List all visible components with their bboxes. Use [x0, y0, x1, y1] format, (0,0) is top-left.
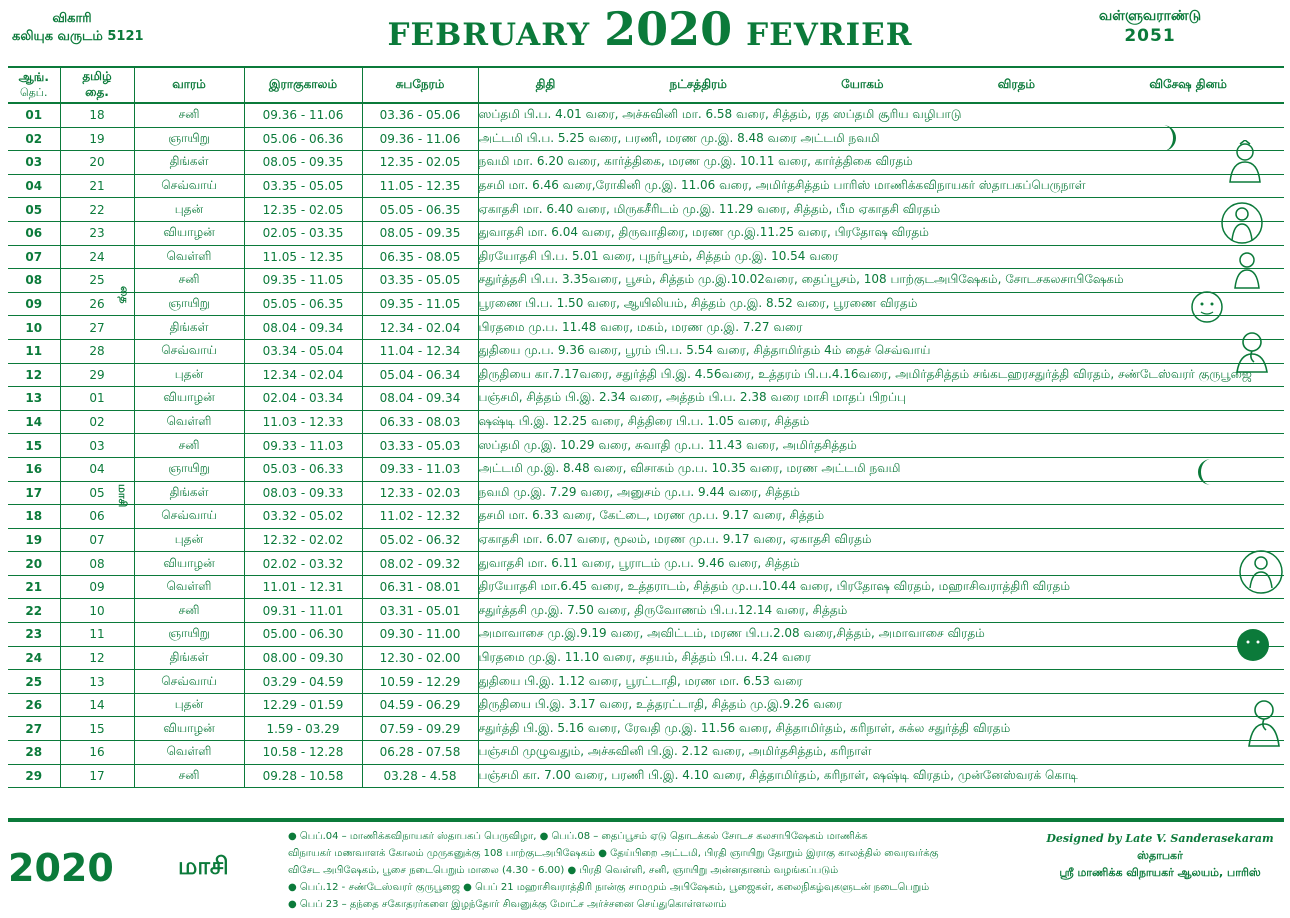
footer-year: 2020 — [8, 846, 114, 890]
table-row — [8, 363, 1284, 387]
details-cell: துவாதசி மா. 6.04 வரை, திருவாதிரை, மரண மு.இ.11.25 வரை, பிரதோஷ விரதம் — [478, 221, 1284, 245]
tamil-date-cell: 04 — [60, 457, 134, 481]
weekday-cell: ஞாயிறு — [134, 292, 244, 316]
rahu-kalam-cell: 02.04 - 03.34 — [244, 387, 362, 411]
table-row — [8, 410, 1284, 434]
tamil-date-cell: 24 — [60, 245, 134, 269]
rahu-kalam-cell: 03.35 - 05.05 — [244, 174, 362, 198]
weekday-cell: வியாழன் — [134, 717, 244, 741]
rahu-kalam-cell: 03.34 - 05.04 — [244, 339, 362, 363]
thai-month-label: தை — [118, 286, 131, 304]
full-moon-face-icon — [1190, 290, 1224, 328]
auspicious-time-cell: 05.04 - 06.34 — [362, 363, 478, 387]
calendar-table — [8, 66, 1284, 788]
crescent-moon-icon — [1160, 124, 1176, 156]
rahu-kalam-cell: 02.05 - 03.35 — [244, 221, 362, 245]
auspicious-time-cell: 09.35 - 11.05 — [362, 292, 478, 316]
details-cell: துதியை மு.ப. 9.36 வரை, பூரம் பி.ப. 5.54 வரை, சித்தாமிர்தம் 4ம் தைச் செவ்வாய் — [478, 339, 1284, 363]
table-row — [8, 457, 1284, 481]
english-date-cell: 05 — [8, 198, 60, 222]
auspicious-time-cell: 12.35 - 02.05 — [362, 151, 478, 175]
details-cell: ஸப்தமி பி.ப. 4.01 வரை, அச்சுவினி மா. 6.58 வரை, சித்தம், ரத ஸப்தமி சூரிய வழிபாடு — [478, 103, 1284, 127]
table-row — [8, 623, 1284, 647]
auspicious-time-cell: 03.31 - 05.01 — [362, 599, 478, 623]
weekday-cell: செவ்வாய் — [134, 670, 244, 694]
rahu-kalam-cell: 03.32 - 05.02 — [244, 505, 362, 529]
weekday-cell: புதன் — [134, 363, 244, 387]
table-row — [8, 528, 1284, 552]
details-cell: பஞ்சமி, சித்தம் பி.இ. 2.34 வரை, அத்தம் பி.ப. 2.38 வரை மாசி மாதப் பிறப்பு — [478, 387, 1284, 411]
tamil-date-cell: 29 — [60, 363, 134, 387]
footer-notes — [288, 828, 1028, 913]
rahu-kalam-cell: 1.59 - 03.29 — [244, 717, 362, 741]
tamil-date-cell: 01 — [60, 387, 134, 411]
footer-note: ● பெப்.12 - சண்டேஸ்வரர் குருபூஜை ● பெப் 21 மஹாசிவராத்திரி நான்கு சாமமும் அபிஷேகம், பூஜைகள், கலைநிகழ்வுகளுடன் நடைபெறும் — [288, 882, 930, 893]
rahu-kalam-cell: 11.03 - 12.33 — [244, 410, 362, 434]
weekday-cell: வெள்ளி — [134, 741, 244, 765]
footer-note: விநாயகர் மணவாளக் கோலம் முருகனுக்கு 108 பாற்குடஅபிஷேகம் ● தேய்பிறை அட்டமி, பிரதி ஞாயிறு தோறும் இராகு காலத்தில் வைரவர்க்கு — [288, 848, 939, 859]
rahu-kalam-cell: 09.35 - 11.05 — [244, 269, 362, 293]
english-date-cell: 18 — [8, 505, 60, 529]
details-cell: பஞ்சமி முழுவதும், அச்சுவினி பி.இ. 2.12 வரை, அமிர்தசித்தம், கரிநாள் — [478, 741, 1284, 765]
weekday-cell: திங்கள் — [134, 151, 244, 175]
tamil-date-cell: 21 — [60, 174, 134, 198]
table-row — [8, 127, 1284, 151]
tamil-date-cell: 27 — [60, 316, 134, 340]
tamil-date-cell: 12 — [60, 646, 134, 670]
auspicious-time-cell: 03.28 - 4.58 — [362, 764, 478, 788]
table-header-row — [8, 67, 1284, 103]
details-cell: ஏகாதசி மா. 6.07 வரை, மூலம், மரண மு.ப. 9.17 வரை, ஏகாதசி விரதம் — [478, 528, 1284, 552]
calendar-header — [0, 0, 1290, 66]
deity-amman-icon — [1238, 548, 1284, 600]
rahu-kalam-cell: 05.03 - 06.33 — [244, 457, 362, 481]
tamil-date-cell: 14 — [60, 693, 134, 717]
english-date-cell: 19 — [8, 528, 60, 552]
rahu-kalam-cell: 11.01 - 12.31 — [244, 575, 362, 599]
auspicious-time-cell: 03.35 - 05.05 — [362, 269, 478, 293]
english-date-cell: 21 — [8, 575, 60, 599]
new-moon-icon — [1236, 628, 1270, 666]
details-cell: பிரதமை மு.ப. 11.48 வரை, மகம், மரண மு.இ. 7.27 வரை — [478, 316, 1284, 340]
weekday-cell: வெள்ளி — [134, 410, 244, 434]
weekday-cell: வியாழன் — [134, 552, 244, 576]
tamil-date-cell: 10 — [60, 599, 134, 623]
english-date-cell: 16 — [8, 457, 60, 481]
details-cell: துவாதசி மா. 6.11 வரை, பூராடம் மு.ப. 9.46 வரை, சித்தம் — [478, 552, 1284, 576]
table-row — [8, 151, 1284, 175]
valluvar-year-block — [1070, 8, 1230, 46]
table-row — [8, 646, 1284, 670]
auspicious-time-cell: 12.33 - 02.03 — [362, 481, 478, 505]
details-cell: தசமி மா. 6.46 வரை,ரோகினி மு.இ. 11.06 வரை, அமிர்தசித்தம் பாரிஸ் மாணிக்கவிநாயகர் ஸ்தாபகப்பெருநாள் — [478, 174, 1284, 198]
details-cell: சதுர்த்தி பி.இ. 5.16 வரை, ரேவதி மு.இ. 11.56 வரை, சித்தாமிர்தம், கரிநாள், சுக்ல சதுர்த்தி விரதம் — [478, 717, 1284, 741]
table-row — [8, 103, 1284, 127]
auspicious-time-cell: 11.04 - 12.34 — [362, 339, 478, 363]
table-row — [8, 575, 1284, 599]
rahu-kalam-cell: 10.58 - 12.28 — [244, 741, 362, 765]
table-row — [8, 505, 1284, 529]
col-rahu-kalam: இராகுகாலம் — [244, 67, 362, 103]
kaliyuga-year: கலியுக வருடம் 5121 — [12, 29, 144, 44]
rahu-kalam-cell: 08.03 - 09.33 — [244, 481, 362, 505]
weekday-cell: ஞாயிறு — [134, 623, 244, 647]
deity-figure-icon — [1230, 250, 1264, 294]
weekday-cell: சனி — [134, 599, 244, 623]
weekday-cell: புதன் — [134, 693, 244, 717]
col-auspicious-time: சுபநேரம் — [362, 67, 478, 103]
tamil-date-cell: 06 — [60, 505, 134, 529]
details-cell: திருதியை பி.இ. 3.17 வரை, உத்தரட்டாதி, சித்தம் மு.இ.9.26 வரை — [478, 693, 1284, 717]
table-row — [8, 292, 1284, 316]
details-cell: நவமி மு.இ. 7.29 வரை, அனுசம் மு.ப. 9.44 வரை, சித்தம் — [478, 481, 1284, 505]
auspicious-time-cell: 03.33 - 05.03 — [362, 434, 478, 458]
table-row — [8, 717, 1284, 741]
rahu-kalam-cell: 12.35 - 02.05 — [244, 198, 362, 222]
details-cell: துதியை பி.இ. 1.12 வரை, பூரட்டாதி, மரண மா. 6.53 வரை — [478, 670, 1284, 694]
footer-note: ● பெப்.04 – மாணிக்கவிநாயகர் ஸ்தாபகப் பெருவிழா, ● பெப்.08 – தைப்பூசம் ஏடு தொடக்கல் சோடச கலசாபிஷேகம் மாணிக்க — [288, 831, 868, 842]
auspicious-time-cell: 09.36 - 11.06 — [362, 127, 478, 151]
tamil-date-cell: 07 — [60, 528, 134, 552]
details-cell: சதுர்த்தசி மு.இ. 7.50 வரை, திருவோணம் பி.ப.12.14 வரை, சித்தம் — [478, 599, 1284, 623]
table-row — [8, 269, 1284, 293]
tamil-date-cell: 22 — [60, 198, 134, 222]
details-cell: அமாவாசை மு.இ.9.19 வரை, அவிட்டம், மரண பி.ப.2.08 வரை,சித்தம், அமாவாசை விரதம் — [478, 623, 1284, 647]
weekday-cell: சனி — [134, 269, 244, 293]
weekday-cell: ஞாயிறு — [134, 127, 244, 151]
auspicious-time-cell: 08.05 - 09.35 — [362, 221, 478, 245]
weekday-cell: புதன் — [134, 198, 244, 222]
col-viratham: விரதம் — [997, 77, 1036, 91]
weekday-cell: வெள்ளி — [134, 575, 244, 599]
designer-credit: Designed by Late V. Sanderasekaram — [1046, 832, 1274, 845]
table-row — [8, 339, 1284, 363]
masi-month-label: மாசி — [116, 484, 129, 508]
weekday-cell: திங்கள் — [134, 316, 244, 340]
details-cell: பிரதமை மு.இ. 11.10 வரை, சதயம், சித்தம் பி.ப. 4.24 வரை — [478, 646, 1284, 670]
auspicious-time-cell: 06.31 - 08.01 — [362, 575, 478, 599]
rahu-kalam-cell: 08.00 - 09.30 — [244, 646, 362, 670]
tamil-date-cell: 19 — [60, 127, 134, 151]
table-row — [8, 481, 1284, 505]
tamil-date-cell: 13 — [60, 670, 134, 694]
english-date-cell: 12 — [8, 363, 60, 387]
deity-vinayagar-icon — [1222, 140, 1268, 188]
english-date-cell: 28 — [8, 741, 60, 765]
weekday-cell: புதன் — [134, 528, 244, 552]
founder-label: ஸ்தாபகர் — [1137, 849, 1183, 862]
col-tamil-date: தமிழ் தை. — [60, 67, 134, 103]
rahu-kalam-cell: 09.28 - 10.58 — [244, 764, 362, 788]
footer-note: விசேட அபிஷேகம், பூசை நடைபெறும் மாலை (4.30 - 6.00) ● பிரதி வெள்ளி, சனி, ஞாயிறு அன்னதானம் வழங்கப்படும் — [288, 865, 839, 876]
col-yogam: யோகம் — [841, 77, 884, 91]
rahu-kalam-cell: 12.34 - 02.04 — [244, 363, 362, 387]
auspicious-time-cell: 06.33 - 08.03 — [362, 410, 478, 434]
table-row — [8, 670, 1284, 694]
details-cell: அட்டமி மு.இ. 8.48 வரை, விசாகம் மு.ப. 10.35 வரை, மரண அட்டமி நவமி — [478, 457, 1284, 481]
deity-ganesha-icon — [1232, 330, 1272, 378]
rahu-kalam-cell: 09.33 - 11.03 — [244, 434, 362, 458]
details-cell: திருதியை கா.7.17வரை, சதுர்த்தி பி.இ. 4.56வரை, உத்தரம் பி.ப.4.16வரை, அமிர்தசித்தம் சங்கடஹரசதுர்த்தி விரதம், சண்டேஸ்வரர் குருபூஜை — [478, 363, 1284, 387]
rahu-kalam-cell: 12.29 - 01.59 — [244, 693, 362, 717]
tamil-date-cell: 26 — [60, 292, 134, 316]
details-cell: நவமி மா. 6.20 வரை, கார்த்திகை, மரண மு.இ. 10.11 வரை, கார்த்திகை விரதம் — [478, 151, 1284, 175]
table-row — [8, 741, 1284, 765]
english-date-cell: 09 — [8, 292, 60, 316]
month-title — [300, 2, 1000, 56]
col-weekday: வாரம் — [134, 67, 244, 103]
col-details — [478, 67, 1284, 103]
valluvar-label: வள்ளுவராண்டு — [1098, 8, 1202, 24]
footer-credits — [1040, 830, 1280, 881]
english-date-cell: 13 — [8, 387, 60, 411]
tamil-date-cell: 18 — [60, 103, 134, 127]
weekday-cell: வியாழன் — [134, 387, 244, 411]
tamil-date-cell: 17 — [60, 764, 134, 788]
weekday-cell: திங்கள் — [134, 646, 244, 670]
english-date-cell: 10 — [8, 316, 60, 340]
footer-tamil-month: மாசி — [178, 852, 229, 880]
rahu-kalam-cell: 05.06 - 06.36 — [244, 127, 362, 151]
auspicious-time-cell: 10.59 - 12.29 — [362, 670, 478, 694]
table-row — [8, 221, 1284, 245]
valluvar-year: 2051 — [1124, 26, 1176, 46]
table-row — [8, 693, 1284, 717]
table-row — [8, 316, 1284, 340]
english-date-cell: 29 — [8, 764, 60, 788]
table-row — [8, 599, 1284, 623]
auspicious-time-cell: 06.28 - 07.58 — [362, 741, 478, 765]
english-date-cell: 11 — [8, 339, 60, 363]
table-row — [8, 387, 1284, 411]
english-date-cell: 06 — [8, 221, 60, 245]
english-date-cell: 08 — [8, 269, 60, 293]
rahu-kalam-cell: 12.32 - 02.02 — [244, 528, 362, 552]
english-date-cell: 07 — [8, 245, 60, 269]
tamil-date-cell: 11 — [60, 623, 134, 647]
table-row — [8, 434, 1284, 458]
auspicious-time-cell: 12.34 - 02.04 — [362, 316, 478, 340]
table-row — [8, 552, 1284, 576]
weekday-cell: செவ்வாய் — [134, 339, 244, 363]
col-special-day: விசேஷ தினம் — [1149, 77, 1227, 91]
auspicious-time-cell: 12.30 - 02.00 — [362, 646, 478, 670]
english-date-cell: 04 — [8, 174, 60, 198]
weekday-cell: சனி — [134, 434, 244, 458]
details-cell: திரயோதசி மா.6.45 வரை, உத்தராடம், சித்தம் மு.ப.10.44 வரை, பிரதோஷ விரதம், மஹாசிவராத்திரி விரதம் — [478, 575, 1284, 599]
table-row — [8, 764, 1284, 788]
tamil-date-cell: 03 — [60, 434, 134, 458]
rahu-kalam-cell: 08.05 - 09.35 — [244, 151, 362, 175]
english-date-cell: 25 — [8, 670, 60, 694]
weekday-cell: செவ்வாய் — [134, 174, 244, 198]
details-cell: திரயோதசி பி.ப. 5.01 வரை, புநர்பூசம், சித்தம் மு.இ. 10.54 வரை — [478, 245, 1284, 269]
auspicious-time-cell: 06.35 - 08.05 — [362, 245, 478, 269]
rahu-kalam-cell: 11.05 - 12.35 — [244, 245, 362, 269]
table-row — [8, 245, 1284, 269]
english-date-cell: 23 — [8, 623, 60, 647]
details-cell: ஏகாதசி மா. 6.40 வரை, மிருகசீரிடம் மு.இ. 11.29 வரை, சித்தம், பீம ஏகாதசி விரதம் — [478, 198, 1284, 222]
english-date-cell: 02 — [8, 127, 60, 151]
table-row — [8, 198, 1284, 222]
english-date-cell: 01 — [8, 103, 60, 127]
english-date-cell: 17 — [8, 481, 60, 505]
weekday-cell: திங்கள் — [134, 481, 244, 505]
auspicious-time-cell: 03.36 - 05.06 — [362, 103, 478, 127]
details-cell: பூரணை பி.ப. 1.50 வரை, ஆயிலியம், சித்தம் மு.இ. 8.52 வரை, பூரணை விரதம் — [478, 292, 1284, 316]
col-english-date: ஆங். தெப். — [8, 67, 60, 103]
year-name: விகாரி — [52, 11, 92, 26]
month-french: FEVRIER — [746, 17, 913, 53]
tamil-date-cell: 23 — [60, 221, 134, 245]
details-cell: சதுர்த்தசி பி.ப. 3.35வரை, பூசம், சித்தம் மு.இ.10.02வரை, தைப்பூசம், 108 பாற்குடஅபிஷேகம், சோடசகலசாபிஷேகம் — [478, 269, 1284, 293]
english-date-cell: 14 — [8, 410, 60, 434]
auspicious-time-cell: 04.59 - 06.29 — [362, 693, 478, 717]
english-date-cell: 27 — [8, 717, 60, 741]
deity-vinayagar-icon-2 — [1244, 698, 1284, 752]
rahu-kalam-cell: 02.02 - 03.32 — [244, 552, 362, 576]
rahu-kalam-cell: 09.31 - 11.01 — [244, 599, 362, 623]
col-nakshatra: நட்சத்திரம் — [669, 77, 727, 91]
rahu-kalam-cell: 09.36 - 11.06 — [244, 103, 362, 127]
rahu-kalam-cell: 05.00 - 06.30 — [244, 623, 362, 647]
weekday-cell: வெள்ளி — [134, 245, 244, 269]
auspicious-time-cell: 11.05 - 12.35 — [362, 174, 478, 198]
auspicious-time-cell: 08.02 - 09.32 — [362, 552, 478, 576]
weekday-cell: செவ்வாய் — [134, 505, 244, 529]
footer-note: ● பெப் 23 – தந்தை சகோதரர்களை இழந்தோர் சிவனுக்கு மோட்ச அர்ச்சனை செய்துகொள்ளலாம் — [288, 899, 727, 910]
rahu-kalam-cell: 03.29 - 04.59 — [244, 670, 362, 694]
auspicious-time-cell: 07.59 - 09.29 — [362, 717, 478, 741]
auspicious-time-cell: 11.02 - 12.32 — [362, 505, 478, 529]
title-year: 2020 — [604, 2, 733, 56]
details-cell: ஷஷ்டி பி.இ. 12.25 வரை, சித்திரை பி.ப. 1.05 வரை, சித்தம் — [478, 410, 1284, 434]
rahu-kalam-cell: 05.05 - 06.35 — [244, 292, 362, 316]
col-thithi: திதி — [535, 77, 556, 91]
details-cell: தசமி மா. 6.33 வரை, கேட்டை, மரண மு.ப. 9.17 வரை, சித்தம் — [478, 505, 1284, 529]
tamil-date-cell: 25 — [60, 269, 134, 293]
details-cell: ஸப்தமி மு.இ. 10.29 வரை, சுவாதி மு.ப. 11.43 வரை, அமிர்தசித்தம் — [478, 434, 1284, 458]
calendar-footer — [8, 818, 1284, 918]
auspicious-time-cell: 05.02 - 06.32 — [362, 528, 478, 552]
tamil-date-cell: 20 — [60, 151, 134, 175]
auspicious-time-cell: 05.05 - 06.35 — [362, 198, 478, 222]
auspicious-time-cell: 08.04 - 09.34 — [362, 387, 478, 411]
tamil-date-cell: 28 — [60, 339, 134, 363]
tamil-date-cell: 15 — [60, 717, 134, 741]
tamil-date-cell: 05 — [60, 481, 134, 505]
tamil-date-cell: 16 — [60, 741, 134, 765]
weekday-cell: வியாழன் — [134, 221, 244, 245]
temple-name: ஸ்ரீ மாணிக்க விநாயகர் ஆலயம், பாரிஸ் — [1059, 866, 1261, 879]
weekday-cell: சனி — [134, 103, 244, 127]
tamil-date-cell: 02 — [60, 410, 134, 434]
rahu-kalam-cell: 08.04 - 09.34 — [244, 316, 362, 340]
weekday-cell: ஞாயிறு — [134, 457, 244, 481]
auspicious-time-cell: 09.33 - 11.03 — [362, 457, 478, 481]
tamil-year-block — [12, 10, 144, 46]
month-english: FEBRUARY — [387, 17, 591, 53]
crescent-moon-icon-2 — [1198, 458, 1214, 490]
english-date-cell: 03 — [8, 151, 60, 175]
details-cell: பஞ்சமி கா. 7.00 வரை, பரணி பி.இ. 4.10 வரை, சித்தாமிர்தம், கரிநாள், ஷஷ்டி விரதம், முன்னேஸ்வரக் கொடி — [478, 764, 1284, 788]
english-date-cell: 22 — [8, 599, 60, 623]
english-date-cell: 26 — [8, 693, 60, 717]
weekday-cell: சனி — [134, 764, 244, 788]
english-date-cell: 20 — [8, 552, 60, 576]
tamil-date-cell: 09 — [60, 575, 134, 599]
auspicious-time-cell: 09.30 - 11.00 — [362, 623, 478, 647]
tamil-date-cell: 08 — [60, 552, 134, 576]
details-cell: அட்டமி பி.ப. 5.25 வரை, பரணி, மரண மு.இ. 8.48 வரை அட்டமி நவமி — [478, 127, 1284, 151]
english-date-cell: 24 — [8, 646, 60, 670]
english-date-cell: 15 — [8, 434, 60, 458]
deity-murugan-icon — [1220, 198, 1264, 252]
table-row — [8, 174, 1284, 198]
